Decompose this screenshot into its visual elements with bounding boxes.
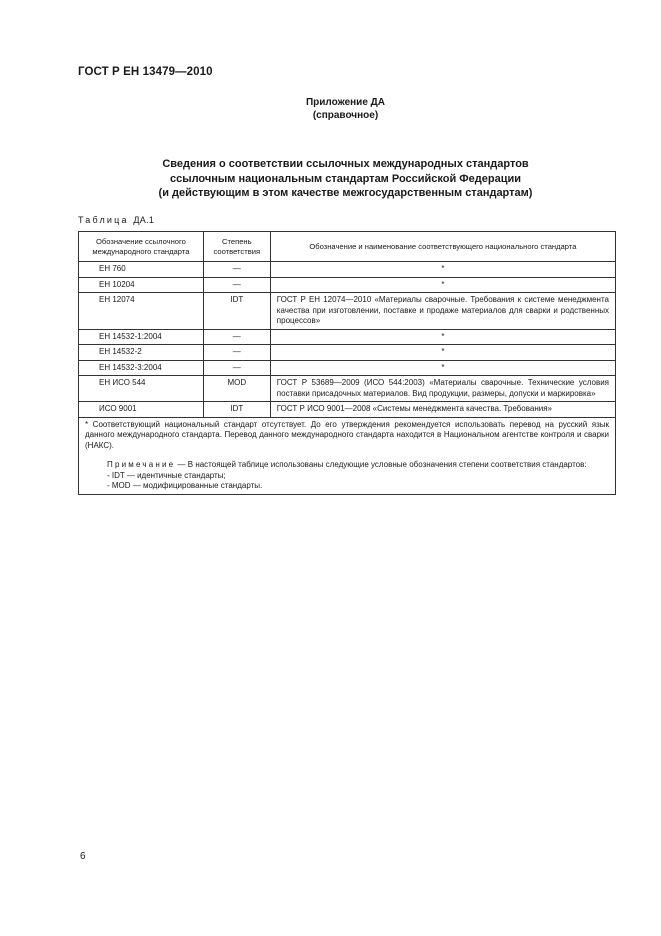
cell-reference: ЕН 12074: [79, 293, 204, 330]
note-label: Примечание: [107, 460, 176, 469]
table-row: [79, 277, 616, 293]
cell-degree: IDT: [203, 293, 270, 330]
cell-reference: ЕН 10204: [79, 277, 204, 293]
annex-subtitle: (справочное): [312, 110, 379, 121]
cell-degree: MOD: [203, 376, 270, 402]
cell-national: *: [270, 360, 615, 376]
cell-degree: —: [203, 345, 270, 361]
table-row: [79, 345, 616, 361]
main-title-line3: (и действующим в этом качестве межгосударственным стандартам): [158, 187, 533, 199]
main-title-line2: ссылочным национальным стандартам Российской Федерации: [169, 172, 522, 185]
cell-reference: ЕН ИСО 544: [79, 376, 204, 402]
table-row: [79, 376, 616, 402]
page-number: 6: [80, 851, 86, 862]
cell-degree: —: [203, 277, 270, 293]
header-national-standard: Обозначение и наименование соответствующего национального стандарта: [270, 232, 615, 262]
header-reference-standard: Обозначение ссылочного международного стандарта: [79, 232, 204, 262]
cell-national: *: [270, 345, 615, 361]
note-text: — В настоящей таблице использованы следующие условные обозначения степени соответствия стандартов:: [175, 460, 587, 469]
main-title: [0, 157, 661, 201]
cell-reference: ЕН 760: [79, 262, 204, 278]
table-notes: [79, 417, 616, 494]
cell-national: *: [270, 277, 615, 293]
annex-heading: [0, 96, 661, 122]
table-row: [79, 402, 616, 418]
cell-reference: ЕН 14532-3:2004: [79, 360, 204, 376]
cell-national: *: [270, 262, 615, 278]
cell-reference: ЕН 14532-2: [79, 345, 204, 361]
table-caption: [78, 215, 154, 225]
header-degree: Степень соответствия: [203, 232, 270, 262]
cell-reference: ЕН 14532-1:2004: [79, 329, 204, 345]
cell-national: ГОСТ Р ИСО 9001—2008 «Системы менеджмента качества. Требования»: [270, 402, 615, 418]
cell-national: *: [270, 329, 615, 345]
table-footnote: * Соответствующий национальный стандарт отсутствует. До его утверждения рекомендуется использовать перевод на русский язык данного международного стандарта. Перевод данного международного стандарта находится в Национальном агентстве контроля и сварки (НАКС).: [85, 419, 609, 450]
table-row: [79, 293, 616, 330]
table-notes-row: [79, 417, 616, 494]
cell-national: ГОСТ Р ЕН 12074—2010 «Материалы сварочные. Требования к системе менеджмента качества при изготовлении, поставке и продаже материалов для сварки и родственных процессов»: [270, 293, 615, 330]
cell-degree: IDT: [203, 402, 270, 418]
note-item-idt: - IDT — идентичные стандарты;: [107, 470, 226, 480]
cell-degree: —: [203, 329, 270, 345]
table-caption-label: Таблица: [78, 215, 129, 225]
table-row: [79, 329, 616, 345]
table-caption-number: ДА.1: [133, 215, 155, 225]
cell-degree: —: [203, 360, 270, 376]
cell-reference: ИСО 9001: [79, 402, 204, 418]
table-row: [79, 262, 616, 278]
note-item-mod: - MOD — модифицированные стандарты.: [107, 481, 263, 490]
standards-table: [78, 231, 616, 495]
document-code: ГОСТ Р ЕН 13479—2010: [78, 66, 213, 78]
annex-title: Приложение ДА: [305, 97, 386, 108]
table-row: [79, 360, 616, 376]
main-title-line1: Сведения о соответствии ссылочных международных стандартов: [162, 158, 529, 170]
table-header-row: [79, 232, 616, 262]
cell-degree: —: [203, 262, 270, 278]
table-note: [85, 460, 609, 471]
cell-national: ГОСТ Р 53689—2009 (ИСО 544:2003) «Материалы сварочные. Технические условия поставки присадочных материалов. Вид продукции, размеры, допуски и маркировка»: [270, 376, 615, 402]
